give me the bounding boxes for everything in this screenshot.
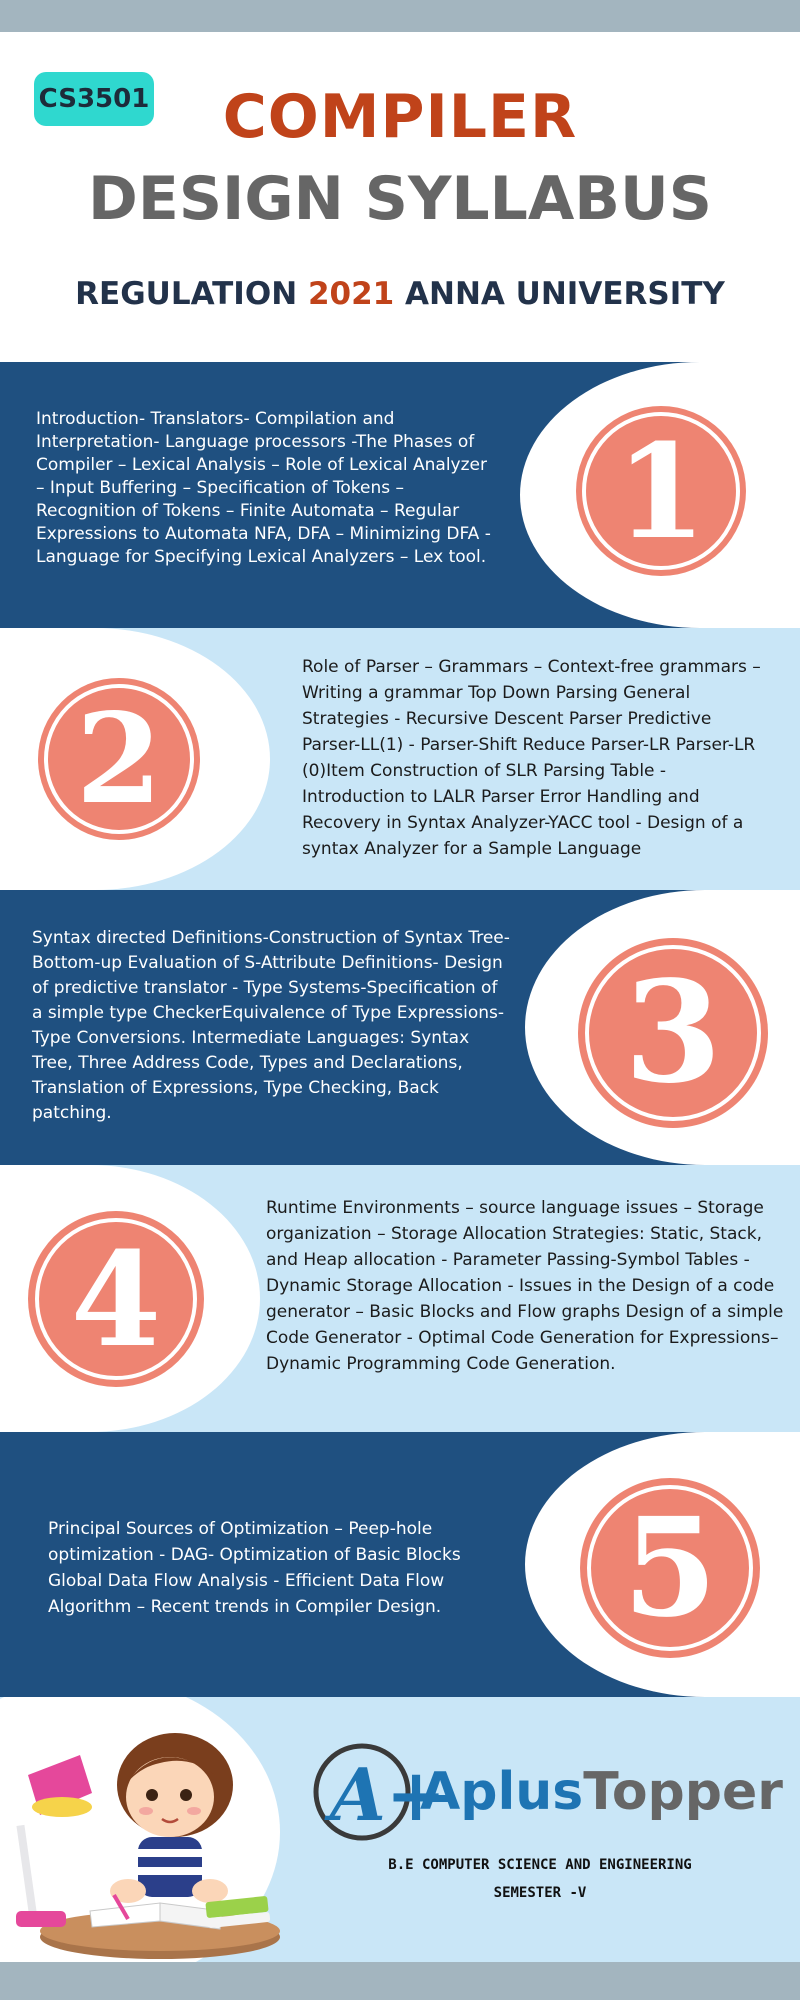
regulation-prefix: REGULATION: [75, 276, 298, 312]
title-line-2: DESIGN SYLLABUS: [88, 164, 712, 234]
brand-aplus: Aplus: [420, 1762, 584, 1822]
unit-3-section: [0, 890, 800, 1165]
unit-1-number-circle: [576, 406, 746, 576]
regulation-year: 2021: [307, 276, 395, 312]
degree-label: B.E COMPUTER SCIENCE AND ENGINEERING: [388, 1857, 692, 1873]
unit-3-number: 3: [624, 951, 722, 1115]
unit-1-section: [0, 362, 800, 628]
unit-2-number-circle: [38, 678, 200, 840]
unit-2-text: Role of Parser – Grammars – Context-free grammars – Writing a grammar Top Down Parsing General Strategies - Recursive Descent Parser Predictive Parser-LL(1) - Parser-Shift Reduce Parser-LR Parser-LR (0)Item Construction of SLR Parsing Table - Introduction to LALR Parser Error Handling and Recovery in Syntax Analyzer-YACC tool - Design of a syntax Analyzer for a Sample Language: [302, 657, 761, 859]
logo-mark: A+: [330, 1752, 447, 1837]
unit-1-number: 1: [615, 414, 707, 568]
unit-3-number-circle: [578, 938, 768, 1128]
course-code: CS3501: [38, 84, 150, 114]
title-line-1: COMPILER: [222, 82, 578, 152]
top-bar: [0, 0, 800, 32]
semester-label: SEMESTER -V: [493, 1885, 587, 1901]
unit-3-text: Syntax directed Definitions-Construction of Syntax Tree-Bottom-up Evaluation of S-Attribute Definitions- Design of predictive translator - Type Systems-Specification of a simple type CheckerEquivalence of Type Expressions-Type Conversions. Intermediate Languages: Syntax Tree, Three Address Code, Types and Declarations, Translation of Expressions, Type Checking, Back patching.: [32, 928, 510, 1123]
brand-name: [420, 1762, 783, 1822]
unit-5-number: 5: [622, 1488, 718, 1648]
unit-4-text: Runtime Environments – source language issues – Storage organization – Storage Allocation Strategies: Static, Stack, and Heap allocation - Parameter Passing-Symbol Tables - Dynamic Storage Allocation - Issues in the Design of a code generator – Basic Blocks and Flow graphs Design of a simple Code Generator - Optimal Code Generation for Expressions– Dynamic Programming Code Generation.: [266, 1198, 784, 1374]
girl-studying-illustration: [10, 1715, 280, 1965]
regulation-suffix: ANNA UNIVERSITY: [405, 276, 725, 312]
unit-4-number-circle: [28, 1211, 204, 1387]
unit-5-section: [0, 1432, 800, 1697]
unit-5-number-circle: [580, 1478, 760, 1658]
unit-2-number: 2: [75, 686, 163, 832]
unit-4-number: 4: [70, 1222, 162, 1376]
unit-4-section: [0, 1165, 800, 1432]
unit-2-section: [0, 628, 800, 890]
regulation-subtitle: [0, 276, 800, 312]
bottom-bar: [0, 1962, 800, 2000]
unit-5-text: Principal Sources of Optimization – Peep-hole optimization - DAG- Optimization of Basic Blocks Global Data Flow Analysis - Efficient Data Flow Algorithm – Recent trends in Compiler Design.: [48, 1519, 461, 1617]
unit-1-text: Introduction- Translators- Compilation and Interpretation- Language processors -The Phases of Compiler – Lexical Analysis – Role of Lexical Analyzer – Input Buffering – Specification of Tokens – Recognition of Tokens – Finite Automata – Regular Expressions to Automata NFA, DFA – Minimizing DFA - Language for Specifying Lexical Analyzers – Lex tool.: [36, 409, 491, 567]
brand-topper: Topper: [583, 1762, 783, 1822]
